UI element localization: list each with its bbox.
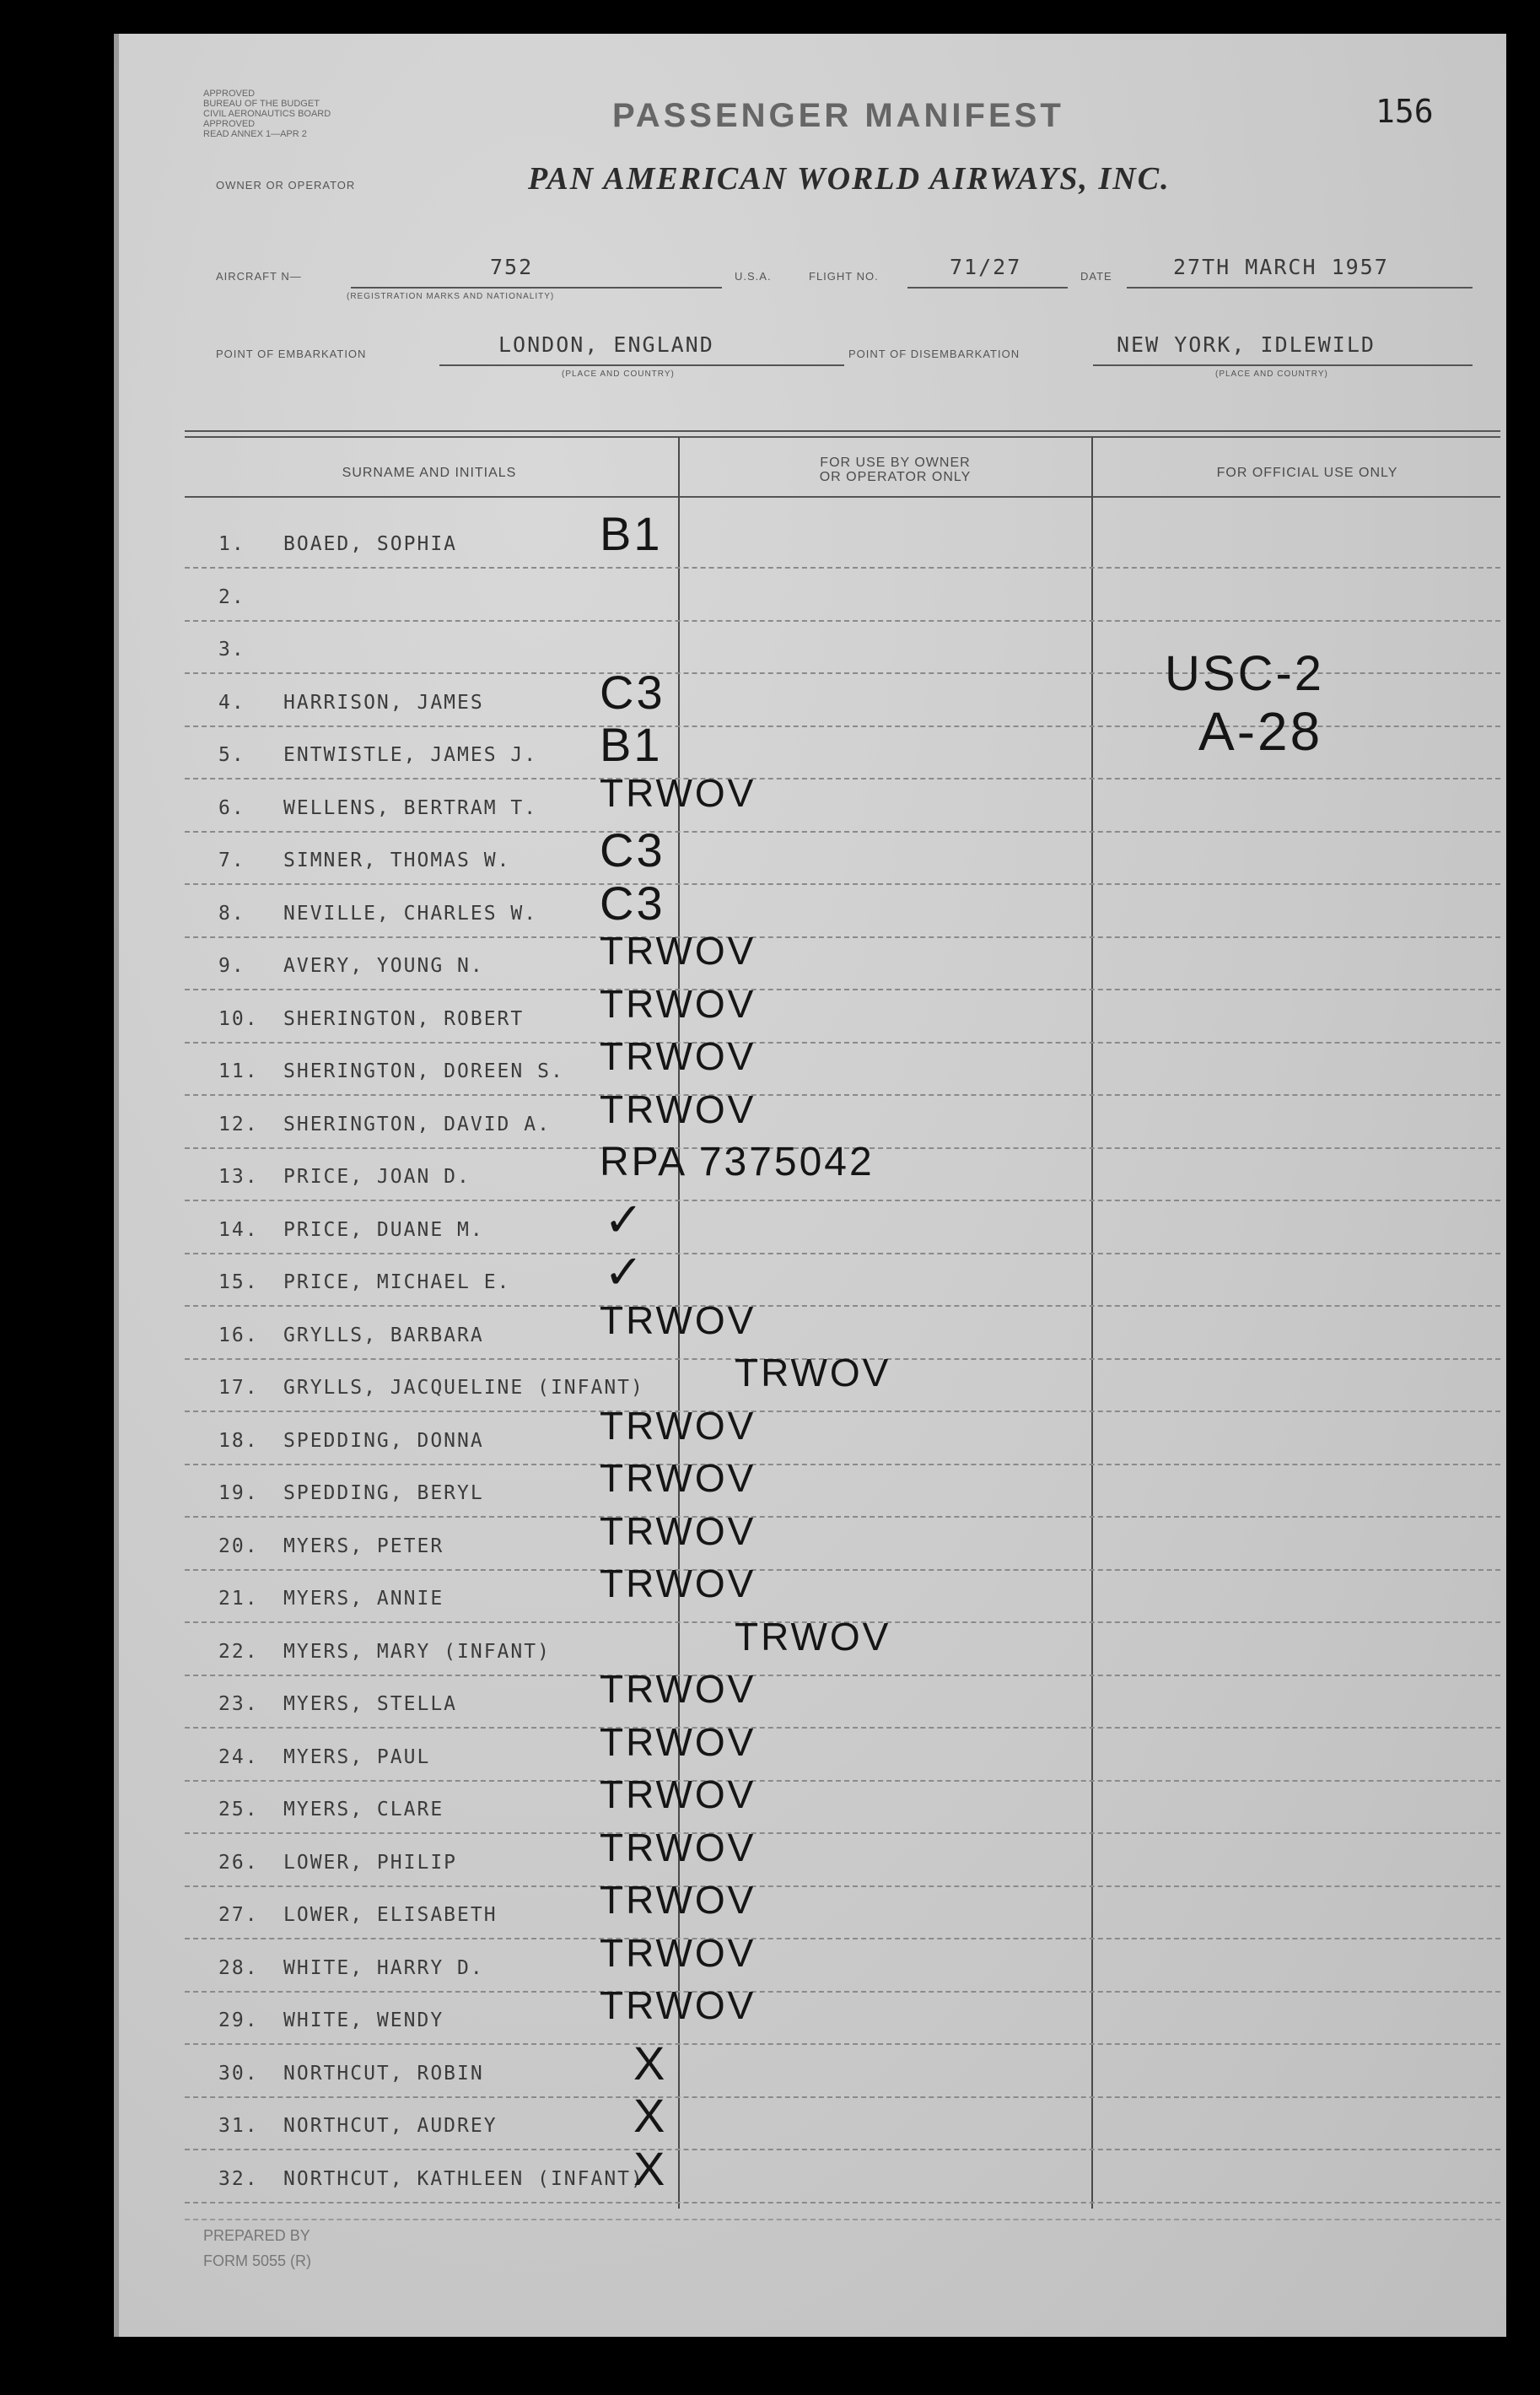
date-label: DATE	[1080, 270, 1112, 283]
handwritten-mark: TRWOV	[735, 1614, 891, 1659]
row-rule	[185, 1042, 1500, 1044]
row-rule	[185, 1094, 1500, 1096]
row-rule	[185, 1569, 1500, 1571]
handwritten-mark: TRWOV	[600, 1772, 757, 1816]
passenger-name: SHERINGTON, DAVID A.	[283, 1113, 551, 1135]
row-number: 5.	[218, 744, 245, 766]
row-number: 22.	[218, 1640, 259, 1663]
handwritten-mark: TRWOV	[600, 770, 757, 815]
embark-caption: (PLACE AND COUNTRY)	[562, 369, 675, 379]
embark-line	[439, 364, 844, 366]
page-number: 156	[1376, 93, 1434, 130]
row-number: 21.	[218, 1588, 259, 1610]
handwritten-mark: TRWOV	[600, 1403, 757, 1448]
handwritten-mark: TRWOV	[600, 1930, 757, 1975]
row-rule	[185, 1675, 1500, 1676]
handwritten-mark: TRWOV	[600, 929, 757, 973]
handwritten-mark: C3	[600, 665, 665, 719]
aircraft-value: 752	[490, 255, 534, 279]
row-number: 25.	[218, 1799, 259, 1821]
row-number: 15.	[218, 1271, 259, 1293]
passenger-name: LOWER, ELISABETH	[283, 1904, 498, 1926]
airline-name: PAN AMERICAN WORLD AIRWAYS, INC.	[528, 161, 1171, 197]
nationality: U.S.A.	[735, 270, 772, 283]
owner-label: OWNER OR OPERATOR	[216, 179, 356, 191]
row-number: 29.	[218, 2009, 259, 2031]
handwritten-mark: TRWOV	[600, 1562, 757, 1605]
row-number: 8.	[218, 902, 245, 925]
manifest-sheet	[114, 34, 1506, 2337]
row-rule	[185, 1938, 1500, 1939]
handwritten-mark: TRWOV	[600, 1087, 757, 1131]
handwritten-mark: B1	[600, 718, 663, 771]
aircraft-label: AIRCRAFT N—	[216, 270, 302, 283]
row-number: 27.	[218, 1904, 259, 1926]
handwritten-mark: TRWOV	[735, 1351, 891, 1394]
row-rule	[185, 1200, 1500, 1201]
col-header-owner: FOR USE BY OWNER OR OPERATOR ONLY	[819, 456, 972, 484]
footer-rule	[185, 2219, 1500, 2220]
passenger-name: GRYLLS, JACQUELINE (INFANT)	[283, 1377, 644, 1399]
row-number: 18.	[218, 1429, 259, 1452]
handwritten-mark: X	[633, 2036, 668, 2090]
row-number: 24.	[218, 1745, 259, 1768]
handwritten-mark: C3	[600, 876, 665, 930]
disembark-caption: (PLACE AND COUNTRY)	[1215, 369, 1328, 379]
date-line	[1127, 287, 1473, 289]
passenger-name: NORTHCUT, AUDREY	[283, 2115, 498, 2137]
row-rule	[185, 1780, 1500, 1782]
row-number: 7.	[218, 850, 245, 871]
row-number: 13.	[218, 1166, 259, 1188]
handwritten-mark: TRWOV	[600, 1825, 757, 1869]
row-number: 4.	[218, 691, 245, 714]
handwritten-mark: TRWOV	[600, 1034, 757, 1078]
row-rule	[185, 778, 1500, 779]
flight-value: 71/27	[950, 255, 1022, 279]
row-rule	[185, 1464, 1500, 1465]
passenger-name: MYERS, ANNIE	[283, 1588, 444, 1610]
passenger-name: PRICE, MICHAEL E.	[283, 1271, 511, 1293]
row-number: 1.	[218, 533, 245, 555]
handwritten-mark: TRWOV	[600, 1667, 757, 1711]
disembark-line	[1093, 364, 1473, 366]
row-number: 19.	[218, 1482, 259, 1504]
row-rule	[185, 1832, 1500, 1834]
passenger-name: PRICE, DUANE M.	[283, 1218, 484, 1241]
row-rule	[185, 567, 1500, 569]
passenger-name: SPEDDING, DONNA	[283, 1429, 484, 1452]
row-rule	[185, 1885, 1500, 1887]
flight-line	[907, 287, 1068, 289]
handwritten-mark: X	[633, 2141, 668, 2195]
disembark-label: POINT OF DISEMBARKATION	[848, 348, 1020, 360]
row-number: 10.	[218, 1007, 259, 1030]
row-number: 3.	[218, 639, 245, 661]
passenger-name: MYERS, CLARE	[283, 1799, 444, 1821]
passenger-name: WELLENS, BERTRAM T.	[283, 796, 538, 819]
handwritten-mark: X	[633, 2089, 668, 2142]
handwritten-mark: TRWOV	[600, 981, 757, 1026]
passenger-name: BOAED, SOPHIA	[283, 533, 458, 555]
form-number: FORM 5055 (R)	[203, 2252, 312, 2269]
disembark-value: NEW YORK, IDLEWILD	[1117, 332, 1376, 357]
passenger-name: NORTHCUT, KATHLEEN (INFANT)	[283, 2167, 644, 2190]
official-note-a28: A-28	[1198, 701, 1323, 762]
row-number: 6.	[218, 796, 245, 819]
flight-label: FLIGHT NO.	[809, 270, 879, 283]
passenger-name: MYERS, MARY (INFANT)	[283, 1640, 551, 1663]
aircraft-line	[351, 287, 722, 289]
row-number: 12.	[218, 1113, 259, 1135]
column-divider-2	[1091, 437, 1093, 2209]
passenger-name: SHERINGTON, ROBERT	[283, 1007, 525, 1030]
row-rule	[185, 620, 1500, 622]
handwritten-mark: TRWOV	[600, 1983, 757, 2027]
row-rule	[185, 936, 1500, 938]
row-number: 14.	[218, 1218, 259, 1241]
handwritten-mark: TRWOV	[600, 1297, 757, 1342]
row-rule	[185, 831, 1500, 833]
embark-value: LONDON, ENGLAND	[498, 332, 714, 357]
row-number: 2.	[218, 585, 245, 608]
header-divider	[185, 496, 1500, 498]
passenger-name: MYERS, STELLA	[283, 1693, 458, 1715]
approval-stamp: APPROVED BUREAU OF THE BUDGET CIVIL AERONAUTICS BOARD APPROVED READ ANNEX 1—APR 2	[203, 89, 331, 139]
passenger-name: PRICE, JOAN D.	[283, 1166, 471, 1188]
handwritten-mark: ✓	[604, 1192, 646, 1246]
row-number: 32.	[218, 2167, 259, 2190]
row-number: 31.	[218, 2115, 259, 2137]
row-number: 20.	[218, 1535, 259, 1557]
passenger-name: MYERS, PETER	[283, 1535, 444, 1557]
row-number: 28.	[218, 1956, 259, 1979]
row-number: 16.	[218, 1324, 259, 1346]
passenger-name: SIMNER, THOMAS W.	[283, 850, 511, 871]
passenger-name: WHITE, HARRY D.	[283, 1956, 484, 1979]
row-number: 30.	[218, 2062, 259, 2085]
row-rule	[185, 1411, 1500, 1412]
row-rule	[185, 989, 1500, 990]
row-rule	[185, 1305, 1500, 1307]
row-rule	[185, 2149, 1500, 2150]
row-rule	[185, 1727, 1500, 1729]
handwritten-mark: ✓	[604, 1245, 646, 1298]
passenger-name: AVERY, YOUNG N.	[283, 955, 484, 977]
passenger-name: MYERS, PAUL	[283, 1745, 431, 1768]
row-rule	[185, 883, 1500, 885]
passenger-name: SHERINGTON, DOREEN S.	[283, 1060, 564, 1082]
handwritten-mark: TRWOV	[600, 1456, 757, 1500]
row-rule	[185, 2202, 1500, 2204]
form-title: PASSENGER MANIFEST	[612, 97, 1064, 134]
passenger-name: LOWER, PHILIP	[283, 1851, 458, 1874]
table-top-rule	[185, 430, 1500, 438]
col-header-surname: SURNAME AND INITIALS	[342, 466, 517, 480]
passenger-name: NEVILLE, CHARLES W.	[283, 902, 538, 925]
handwritten-mark: TRWOV	[600, 1508, 757, 1553]
passenger-name: NORTHCUT, ROBIN	[283, 2062, 484, 2085]
row-number: 26.	[218, 1851, 259, 1874]
row-rule	[185, 1516, 1500, 1518]
row-number: 11.	[218, 1060, 259, 1082]
prepared-by-label: PREPARED BY	[203, 2227, 310, 2244]
handwritten-mark: B1	[600, 507, 663, 560]
handwritten-mark: TRWOV	[600, 1878, 757, 1922]
col-header-official: FOR OFFICIAL USE ONLY	[1216, 466, 1398, 480]
passenger-name: WHITE, WENDY	[283, 2009, 444, 2031]
official-note-usc: USC-2	[1165, 646, 1325, 701]
passenger-name: GRYLLS, BARBARA	[283, 1324, 484, 1346]
registration-caption: (REGISTRATION MARKS AND NATIONALITY)	[347, 292, 555, 301]
row-rule	[185, 2043, 1500, 2045]
date-value: 27TH MARCH 1957	[1173, 255, 1389, 279]
row-rule	[185, 2096, 1500, 2098]
passenger-name: ENTWISTLE, JAMES J.	[283, 744, 538, 766]
handwritten-mark: C3	[600, 823, 665, 877]
handwritten-mark: RPA 7375042	[600, 1140, 875, 1184]
row-number: 9.	[218, 955, 245, 977]
passenger-name: SPEDDING, BERYL	[283, 1482, 484, 1504]
handwritten-mark: TRWOV	[600, 1719, 757, 1764]
passenger-name: HARRISON, JAMES	[283, 691, 484, 714]
embark-label: POINT OF EMBARKATION	[216, 348, 367, 360]
row-rule	[185, 1991, 1500, 1993]
row-number: 23.	[218, 1693, 259, 1715]
row-rule	[185, 1253, 1500, 1254]
row-number: 17.	[218, 1377, 259, 1399]
